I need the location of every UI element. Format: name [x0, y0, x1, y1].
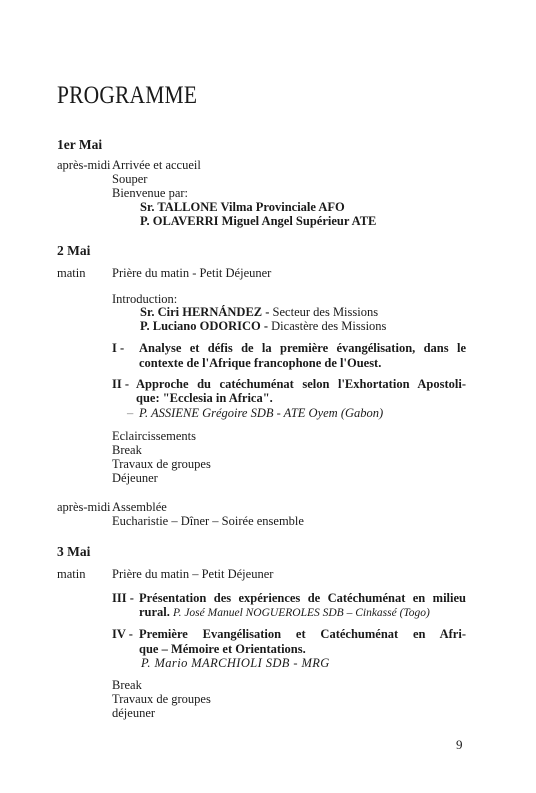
- schedule-line: Prière du matin – Petit Déjeuner: [112, 567, 274, 581]
- item-title: Analyse et défis de la première évangélisation, dans le: [139, 341, 466, 355]
- item-title: Approche du catéchuménat selon l'Exhortation Apostoli-: [136, 377, 466, 391]
- item-line: [139, 605, 430, 621]
- item-number: III -: [112, 591, 134, 605]
- item-speaker: P. ASSIENE Grégoire SDB - ATE Oyem (Gabon): [139, 406, 384, 420]
- day-heading-1: 1er Mai: [57, 137, 103, 152]
- item-number: IV -: [112, 627, 133, 641]
- item-title: que: "Ecclesia in Africa".: [136, 391, 273, 405]
- time-slot-label: après-midi: [57, 158, 111, 172]
- speaker-name: Sr. Ciri HERNÁNDEZ -: [140, 305, 270, 319]
- item-title: Présentation des expériences de Catéchuménat en milieu: [139, 591, 466, 605]
- item-title: que – Mémoire et Orientations.: [139, 642, 306, 656]
- intro-speaker: [140, 319, 386, 334]
- time-slot-label: matin: [57, 266, 86, 280]
- page-number: 9: [456, 737, 463, 752]
- welcome-speaker: P. OLAVERRI Miguel Angel Supérieur ATE: [140, 214, 377, 228]
- schedule-line: Déjeuner: [112, 471, 158, 485]
- welcome-speaker: Sr. TALLONE Vilma Provinciale AFO: [140, 200, 345, 214]
- day-heading-2: 2 Mai: [57, 243, 91, 258]
- schedule-line: Assemblée: [112, 500, 167, 514]
- schedule-line: Arrivée et accueil: [112, 158, 201, 172]
- item-speaker: P. Mario MARCHIOLI SDB - MRG: [141, 656, 330, 670]
- schedule-line: Eclaircissements: [112, 429, 196, 443]
- time-slot-label: après-midi: [57, 500, 111, 514]
- schedule-line: Eucharistie – Dîner – Soirée ensemble: [112, 514, 304, 528]
- item-speaker: P. José Manuel NOGUEROLES SDB – Cinkassé (Togo): [173, 607, 430, 619]
- speaker-role: Dicastère des Missions: [268, 319, 387, 333]
- schedule-line: Travaux de groupes: [112, 457, 211, 471]
- speaker-role: Secteur des Missions: [269, 305, 379, 319]
- intro-speaker: [140, 305, 378, 320]
- item-title: rural.: [139, 605, 170, 619]
- schedule-line: déjeuner: [112, 706, 156, 720]
- schedule-line: Break: [112, 443, 142, 457]
- schedule-line: Break: [112, 678, 142, 692]
- page-title: PROGRAMME: [57, 82, 198, 109]
- time-slot-label: matin: [57, 567, 86, 581]
- dash-mark: –: [127, 406, 134, 420]
- schedule-line: Souper: [112, 172, 148, 186]
- item-number: I -: [112, 341, 125, 355]
- speaker-name: P. Luciano ODORICO -: [140, 319, 269, 333]
- item-title: Première Evangélisation et Catéchuménat en Afri-: [139, 627, 466, 641]
- item-title: contexte de l'Afrique francophone de l'Ouest.: [139, 356, 382, 370]
- schedule-line: Travaux de groupes: [112, 692, 211, 706]
- schedule-line: Bienvenue par:: [112, 186, 189, 200]
- item-number: II -: [112, 377, 130, 391]
- day-heading-3: 3 Mai: [57, 544, 91, 559]
- schedule-line: Introduction:: [112, 292, 178, 306]
- schedule-line: Prière du matin - Petit Déjeuner: [112, 266, 272, 280]
